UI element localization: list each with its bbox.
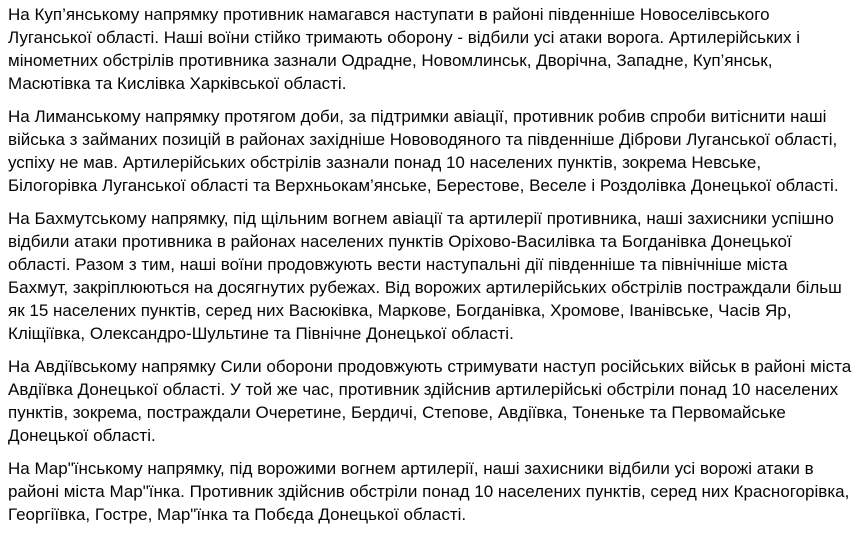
paragraph-marinka-direction: На Мар"їнському напрямку, під ворожими вогнем артилерії, наші захисники відбили усі ворожі атаки в районі міста Мар"їнка. Противник здійснив обстріли понад 10 населених пунктів, серед них Красногорівка, Георгіївка, Гостре, Мар"їнка та Побєда Донецької області. xyxy=(8,459,850,524)
paragraph-kupiansk-direction: На Куп’янському напрямку противник намагався наступати в районі південніше Новоселівського Луганської області. Наші воїни стійко тримають оборону - відбили усі атаки ворога. Артилерійських і мінометних обстрілів противника зазнали Одрадне, Новомлинськ, Дворічна, Западне, Куп’янськ, Масютівка та Кислівка Харківської області. xyxy=(8,5,800,93)
paragraph-bakhmut-direction: На Бахмутському напрямку, під щільним вогнем авіації та артилерії противника, наші захисники успішно відбили атаки противника в районах населених пунктів Оріхово-Василівка та Богданівка Донецької області. Разом з тим, наші воїни продовжують вести наступальні дії південніше та північніше міста Бахмут, закріплюються на досягнутих рубежах. Від ворожих артилерійських обстрілів постраждали більш як 15 населених пунктів, серед них Васюківка, Маркове, Богданівка, Хромове, Іванівське, Часів Яр, Кліщіївка, Олександро-Шультине та Північне Донецької області. xyxy=(8,209,842,343)
paragraph-lyman-direction: На Лиманському напрямку протягом доби, за підтримки авіації, противник робив спроби витіснити наші війська з займаних позицій в районах західніше Нововодяного та південніше Діброви Луганської області, успіху не мав. Артилерійських обстрілів зазнали понад 10 населених пунктів, зокрема Невське, Білогорівка Луганської області та Верхньокам’янське, Берестове, Веселе і Роздолівка Донецької області. xyxy=(8,107,839,195)
paragraph-avdiivka-direction: На Авдіївському напрямку Сили оборони продовжують стримувати наступ російських військ в районі міста Авдіївка Донецької області. У той же час, противник здійснив артилерійські обстріли понад 10 населених пунктів, зокрема, постраждали Очеретине, Бердичі, Степове, Авдіївка, Тоненьке та Первомайське Донецької області. xyxy=(8,357,852,445)
